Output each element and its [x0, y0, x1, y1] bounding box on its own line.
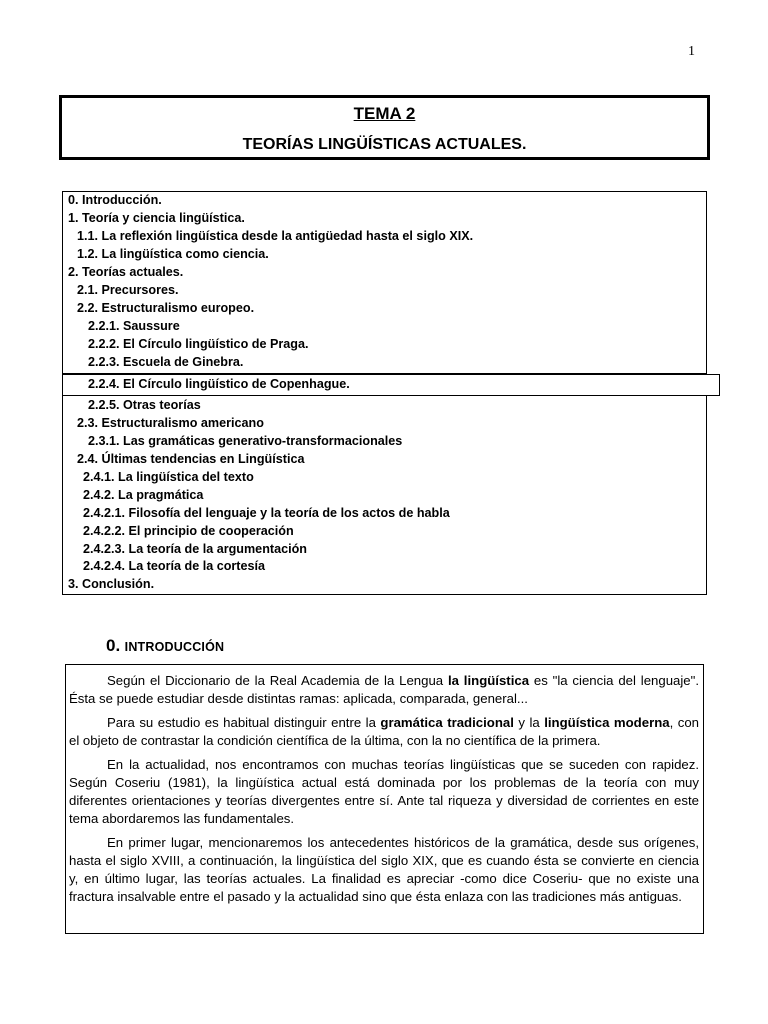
page-number: 1 — [688, 44, 695, 59]
toc-item: 2.1. Precursores. — [77, 283, 179, 297]
table-of-contents-continued — [62, 395, 707, 595]
toc-item: 1.1. La reflexión lingüística desde la antigüedad hasta el siglo XIX. — [77, 229, 474, 243]
toc-item: 2.3. Estructuralismo americano — [77, 416, 264, 430]
paragraph: En la actualidad, nos encontramos con muchas teorías lingüísticas que se suceden con rapidez. Según Coseriu (1981), la lingüística actual está dominada por los problemas de la teoría con muy diferentes orientaciones y teorías divergentes entre sí. Ante tal riqueza y diversidad de corrientes en este tema abordaremos las fundamentales. — [69, 757, 699, 826]
section-number: 0. — [106, 636, 121, 655]
toc-item: 2.2.5. Otras teorías — [88, 398, 201, 412]
toc-item: 1. Teoría y ciencia lingüística. — [68, 211, 245, 225]
toc-item: 3. Conclusión. — [68, 577, 155, 591]
toc-item: 0. Introducción. — [68, 193, 162, 207]
introduction-box — [65, 664, 704, 934]
paragraph: Para su estudio es habitual distinguir entre la gramática tradicional y la lingüística moderna, con el objeto de contrastar la condición científica de la última, con la no científica de la primera. — [69, 715, 700, 748]
toc-item: 2.2. Estructuralismo europeo. — [77, 301, 255, 315]
toc-item: 2.4.2.1. Filosofía del lenguaje y la teoría de los actos de habla — [83, 506, 450, 520]
toc-item: 2.4.2. La pragmática — [83, 488, 204, 502]
toc-item: 2.4.1. La lingüística del texto — [83, 470, 254, 484]
toc-highlighted-item — [62, 374, 720, 396]
toc-item: 2.4.2.4. La teoría de la cortesía — [83, 559, 266, 573]
title-box — [59, 95, 710, 160]
toc-item: 2. Teorías actuales. — [68, 265, 184, 279]
toc-item: 2.2.3. Escuela de Ginebra. — [88, 355, 244, 369]
toc-item: 2.4.2.3. La teoría de la argumentación — [83, 542, 307, 556]
toc-item: 2.2.1. Saussure — [88, 319, 180, 333]
toc-item: 2.4.2.2. El principio de cooperación — [83, 524, 294, 538]
toc-item: 2.2.4. El Círculo lingüístico de Copenhague. — [88, 377, 350, 391]
section-heading — [106, 636, 224, 656]
toc-item: 2.3.1. Las gramáticas generativo-transformacionales — [88, 434, 403, 448]
document-title: TEORÍAS LINGÜÍSTICAS ACTUALES. — [242, 136, 527, 153]
toc-item: 2.2.2. El Círculo lingüístico de Praga. — [88, 337, 309, 351]
paragraph: Según el Diccionario de la Real Academia de la Lengua la lingüística es "la ciencia del lenguaje". Ésta se puede estudiar desde distintas ramas: aplicada, comparada, general... — [69, 673, 699, 706]
table-of-contents — [62, 191, 707, 374]
section-label: INTRODUCCIÓN — [124, 640, 225, 654]
toc-item: 2.4. Últimas tendencias en Lingüística — [77, 452, 305, 466]
tema-heading: TEMA 2 — [353, 104, 416, 123]
toc-item: 1.2. La lingüística como ciencia. — [77, 247, 269, 261]
paragraph: En primer lugar, mencionaremos los antecedentes históricos de la gramática, desde sus orígenes, hasta el siglo XVIII, a continuación, la lingüística del siglo XIX, que es cuando ésta se convierte en ciencia y, en último lugar, las teorías actuales. La finalidad es apreciar -como dice Coseriu- que no existe una fractura insalvable entre el pasado y la actualidad sino que ésta enlaza con las tradiciones más antiguas. — [69, 835, 699, 904]
